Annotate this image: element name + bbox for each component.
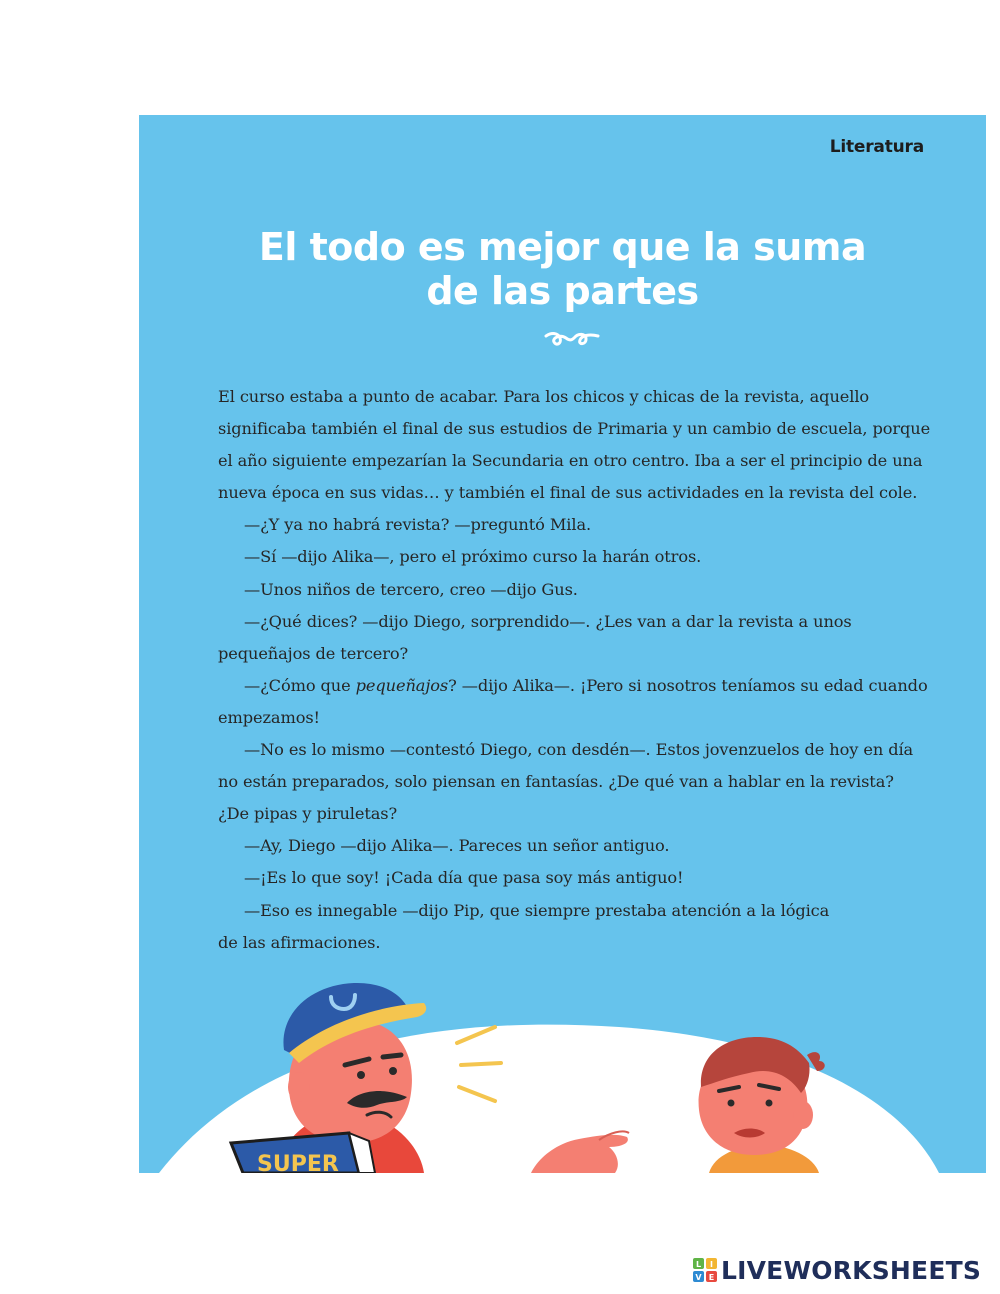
- dialogue-line: —¿Qué dices? —dijo Diego, sorprendido—. ¿Les van a dar la revista a unos pequeñajos de tercero?: [218, 611, 852, 663]
- page-title: [139, 225, 986, 313]
- illustration: [139, 975, 986, 1173]
- liveworksheets-logo: [693, 1255, 981, 1285]
- logo-icon: [693, 1258, 717, 1282]
- dialogue-line: —Eso es innegable —dijo Pip, que siempre prestaba atención a la lógica: [244, 900, 830, 920]
- svg-text:E: E: [708, 1273, 715, 1282]
- comic-title: SUPER: [257, 1152, 339, 1173]
- section-label: Literatura: [829, 137, 924, 157]
- dialogue-line: —¡Es lo que soy! ¡Cada día que pasa soy más antiguo!: [244, 868, 684, 888]
- logo-text: LIVEWORKSHEETS: [721, 1255, 982, 1285]
- dialogue-line: —Ay, Diego —dijo Alika—. Pareces un señor antiguo.: [244, 836, 670, 856]
- dialogue-line: [218, 670, 938, 734]
- story-text: [218, 381, 938, 959]
- emphasized-word: pequeñajos: [355, 675, 449, 695]
- dialogue-text: —¿Cómo que: [244, 675, 356, 695]
- svg-text:L: L: [695, 1260, 702, 1269]
- ornament-icon: [542, 324, 602, 354]
- svg-text:I: I: [710, 1260, 713, 1269]
- dialogue-line: —Unos niños de tercero, creo —dijo Gus.: [244, 579, 578, 599]
- title-line-1: El todo es mejor que la suma: [258, 225, 867, 269]
- dialogue-line: —No es lo mismo —contestó Diego, con desdén—. Estos jovenzuelos de hoy en día no están preparados, solo piensan en fantasías. ¿De qué van a hablar en la revista?: [218, 740, 914, 792]
- title-line-2: de las partes: [426, 269, 699, 313]
- svg-text:V: V: [695, 1273, 702, 1282]
- dialogue-line: —¿Y ya no habrá revista? —preguntó Mila.: [244, 515, 592, 535]
- dialogue-continuation: de las afirmaciones.: [218, 932, 381, 952]
- page-panel: [139, 115, 986, 1173]
- dialogue-continuation: ¿De pipas y piruletas?: [218, 804, 398, 824]
- dialogue-text: ? —dijo Alika—. ¡Pero si nosotros teníamos su edad cuando empezamos!: [218, 675, 928, 727]
- story-paragraph-intro: El curso estaba a punto de acabar. Para los chicos y chicas de la revista, aquello significaba también el final de sus estudios de Primaria y un cambio de escuela, porque el año siguiente empezarían la Secundaria en otro centro. Iba a ser el principio de una nueva época en sus vidas… y también el final de sus actividades en la revista del cole.: [218, 387, 931, 503]
- dialogue-line: —Sí —dijo Alika—, pero el próximo curso la harán otros.: [244, 547, 702, 567]
